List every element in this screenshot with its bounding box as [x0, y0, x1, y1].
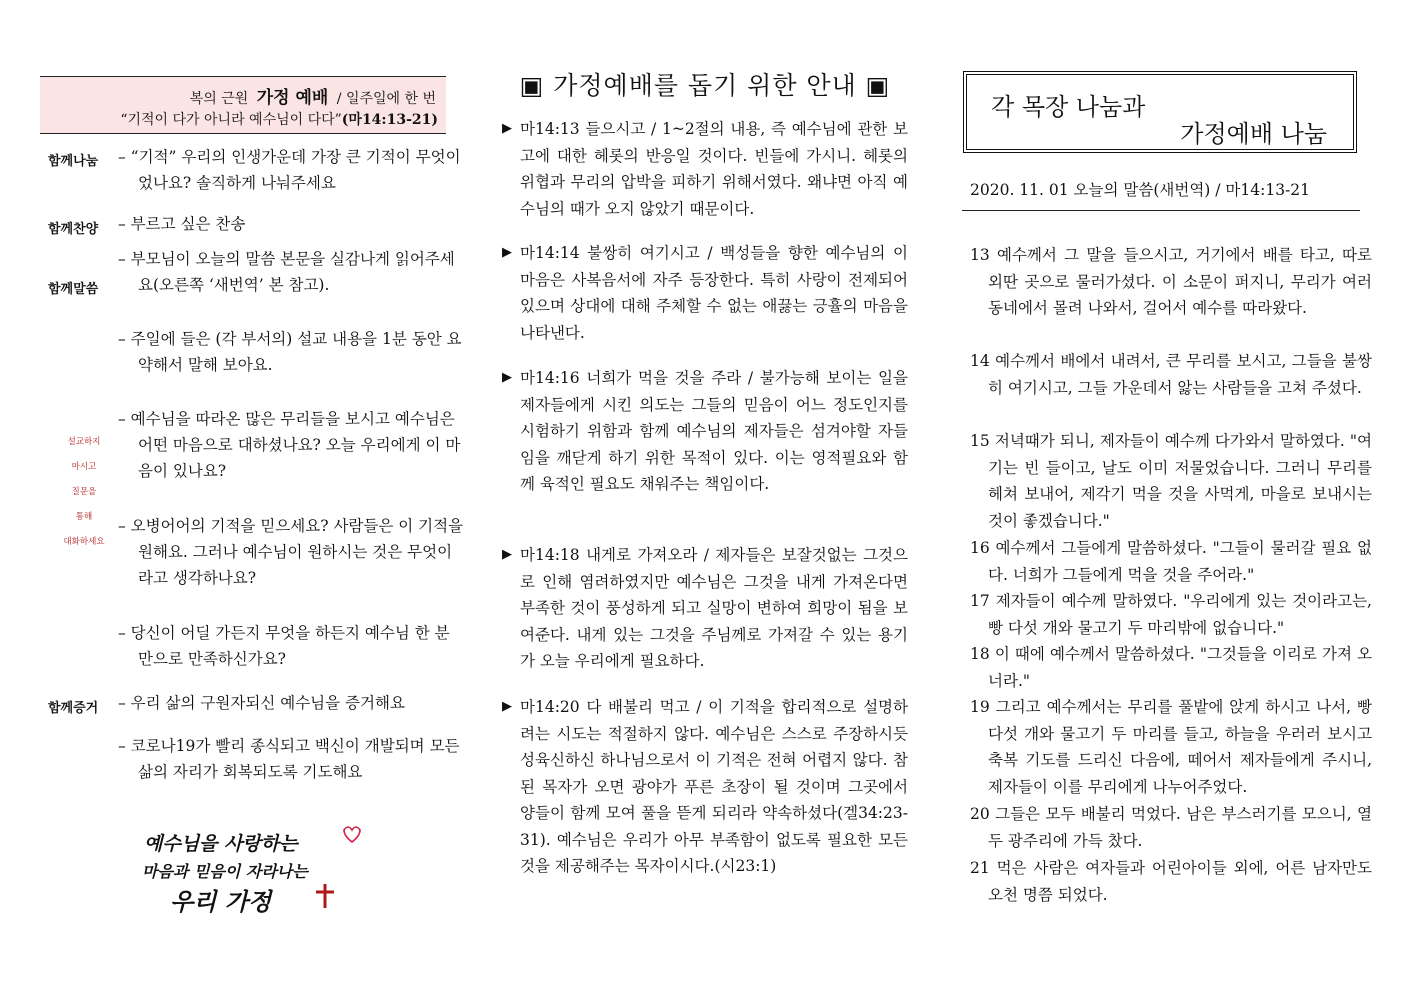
side-note-line: 질문을	[71, 487, 97, 497]
verse: 18 이 때에 예수께서 말씀하셨다. "그것들을 이리로 가져 오너라."	[970, 645, 1372, 690]
calligraphy-line-1: 예수님을 사랑하는	[144, 833, 298, 855]
verse: 13 예수께서 그 말을 들으시고, 거기에서 배를 타고, 따로 외딴 곳으로 물러가셨다. 이 소문이 퍼지니, 무리가 여러 동네에서 몰려 나와서, 걸어서 예수를 따라왔다.	[970, 246, 1372, 318]
label-word: 함께말씀	[48, 282, 99, 297]
commentary-text: 마14:18 내게로 가져오라 / 제자들은 보잘것없는 그것으로 인해 염려하였지만 예수님은 그것을 내게 가져온다면 부족한 것이 풍성하게 되고 실망이 변하여 희망이 됨을 보여준다. 내게 있는 그것을 주님께로 가져갈 수 있는 용기가 오늘 우리에게 필요하다.	[520, 546, 908, 670]
title-line-1: 각 목장 나눔과	[991, 93, 1146, 121]
worship-header-box	[40, 76, 446, 134]
side-note-line: 통해	[75, 512, 93, 522]
triangle-bullet-icon: ▶	[502, 699, 512, 714]
verse: 20 그들은 모두 배불리 먹었다. 남은 부스러기를 모으니, 열두 광주리에 가득 찼다.	[970, 805, 1372, 850]
header-line-1	[190, 83, 436, 108]
side-note-line: 설교하지	[67, 437, 101, 447]
divider	[962, 210, 1360, 211]
commentary-text: 마14:16 너희가 먹을 것을 주라 / 불가능해 보이는 일을 제자들에게 시킨 의도는 그들의 믿음이 어느 정도인지를 시험하기 위함과 함께 예수님의 제자들은 섬겨야할 자들임을 깨닫게 하기 위한 목적이 있다. 이는 영적필요와 함께 육적인 필요도 채워주는 책임이다.	[520, 369, 908, 493]
commentary-entry	[498, 116, 908, 222]
commentary-text: 마14:14 불쌍히 여기시고 / 백성들을 향한 예수님의 이 마음은 사복음서에 자주 등장한다. 특히 사랑이 전제되어 있으며 상대에 대해 주체할 수 없는 애끓는 긍휼의 마음을 나타낸다.	[520, 244, 908, 342]
verse: 17 제자들이 예수께 말하였다. "우리에게 있는 것이라고는, 빵 다섯 개와 물고기 두 마리밖에 없습니다."	[970, 592, 1372, 637]
triangle-bullet-icon: ▶	[502, 370, 512, 385]
triangle-bullet-icon: ▶	[502, 245, 512, 260]
calligraphy-art	[140, 822, 380, 922]
question-item-1: – 예수님을 따라온 많은 무리들을 보시고 예수님은 어떤 마음으로 대하셨나요? 오늘 우리에게 이 마음이 있나요?	[118, 410, 461, 480]
header-quote: “기적이 다가 아니라 예수님이 다다”	[120, 112, 342, 128]
cross-icon	[316, 884, 334, 908]
scripture-date-line: 2020. 11. 01 오늘의 말씀(새번역) / 마14:13-21	[970, 181, 1311, 199]
commentary-title: ▣ 가정예배를 돕기 위한 안내 ▣	[519, 71, 891, 100]
calligraphy-logo	[140, 822, 380, 922]
heart-icon	[344, 827, 360, 842]
witness-item: – 우리 삶의 구원자되신 예수님을 증거해요	[118, 694, 405, 712]
praise-item: – 부르고 싶은 찬송	[118, 215, 246, 233]
header-ref: (마14:13-21)	[341, 112, 438, 128]
header-suffix: / 일주일에 한 번	[336, 91, 436, 107]
title-line-2: 가정예배 나눔	[1180, 120, 1327, 148]
side-note-line: 마시고	[71, 462, 97, 472]
question-item-2: – 오병어어의 기적을 믿으세요? 사람들은 이 기적을 원해요. 그러나 예수님이 원하시는 것은 무엇이라고 생각하나요?	[118, 517, 464, 587]
share-item: – “기적” 우리의 인생가운데 가장 큰 기적이 무엇이었나요? 솔직하게 나눠주세요	[118, 148, 461, 192]
verse: 16 예수께서 그들에게 말씀하셨다. "그들이 물러갈 필요 없다. 너희가 그들에게 먹을 것을 주어라."	[970, 539, 1372, 584]
commentary-text: 마14:20 다 배불리 먹고 / 이 기적을 합리적으로 설명하려는 시도는 적절하지 않다. 예수님은 스스로 주장하시듯 성육신하신 하나님으로서 이 기적은 전혀 어렵지 않다. 참된 목자가 오면 광야가 푸른 초장이 될 것이며 그곳에서 양들이 함께 모여 풀을 뜯게 되리라 약속하셨다(겔34:23-31). 예수님은 우리가 아무 부족함이 없도록 필요한 모든 것을 제공해주는 목자이시다.(시23:1)	[520, 698, 908, 875]
word-item-summary: – 주일에 들은 (각 부서의) 설교 내용을 1분 동안 요약해서 말해 보아요.	[118, 330, 462, 374]
label-share: 함께나눔	[48, 154, 99, 169]
side-note-question	[54, 430, 114, 555]
word-item-read: – 부모님이 오늘의 말씀 본문을 실감나게 읽어주세요(오른쪽 ‘새번역’ 본 참고).	[118, 250, 455, 294]
header-prefix: 복의 근원	[189, 91, 249, 107]
question-item-3: – 당신이 어딜 가든지 무엇을 하든지 예수님 한 분만으로 만족하신가요?	[118, 624, 450, 668]
commentary-entry	[498, 240, 908, 346]
commentary-entry	[498, 365, 908, 498]
commentary-entry	[498, 542, 908, 675]
prayer-item: – 코로나19가 빨리 종식되고 백신이 개발되며 모든 삶의 자리가 회복되도록 기도해요	[118, 737, 460, 781]
header-line-2	[120, 109, 438, 129]
side-note-line: 대화하세요	[63, 537, 105, 547]
calligraphy-line-3: 우리 가정	[170, 887, 272, 916]
header-strong: 가정 예배	[256, 88, 329, 108]
verse: 15 저녁때가 되니, 제자들이 예수께 다가와서 말하였다. "여기는 빈 들이고, 날도 이미 저물었습니다. 그러니 무리를 헤쳐 보내어, 제각기 먹을 것을 사먹게, 마을로 보내시는 것이 좋겠습니다."	[970, 432, 1372, 530]
calligraphy-line-2: 마음과 믿음이 자라나는	[142, 862, 308, 881]
commentary-text: 마14:13 들으시고 / 1~2절의 내용, 즉 예수님에 관한 보고에 대한 헤롯의 반응일 것이다. 빈들에 가시니. 헤롯의 위협과 무리의 압박을 피하기 위해서였다. 왜냐면 아직 예수님의 때가 오지 않았기 때문이다.	[520, 120, 908, 218]
verse: 21 먹은 사람은 여자들과 어린아이들 외에, 어른 남자만도 오천 명쯤 되었다.	[970, 859, 1372, 904]
label-praise: 함께찬양	[48, 222, 99, 237]
triangle-bullet-icon: ▶	[502, 547, 512, 562]
commentary-entry	[498, 694, 908, 880]
triangle-bullet-icon: ▶	[502, 121, 512, 136]
label-witness: 함께증거	[48, 701, 99, 716]
sharing-title-box	[966, 74, 1354, 150]
verse: 19 그리고 예수께서는 무리를 풀밭에 앉게 하시고 나서, 빵 다섯 개와 물고기 두 마리를 들고, 하늘을 우러러 보시고 축복 기도를 드리신 다음에, 떼어서 제자들에게 주시니, 제자들이 이를 무리에게 나누어주었다.	[970, 698, 1372, 796]
verse: 14 예수께서 배에서 내려서, 큰 무리를 보시고, 그들을 불쌍히 여기시고, 그들 가운데서 앓는 사람들을 고쳐 주셨다.	[970, 352, 1372, 397]
